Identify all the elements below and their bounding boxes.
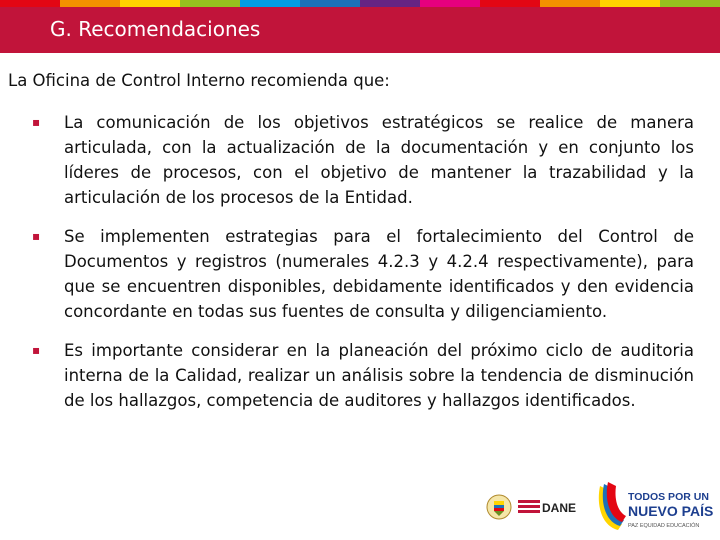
stripe-segment [0,0,60,7]
list-item [32,224,694,324]
intro-text: La Oficina de Control Interno recomienda que: [8,71,390,90]
bullet-marker-icon: ▪ [32,343,41,357]
list-item [32,110,694,210]
tpn-line-3: PAZ EQUIDAD EDUCACIÓN [628,523,700,529]
bullet-marker-icon: ▪ [32,115,41,129]
stripe-segment [540,0,600,7]
tpn-line-2: NUEVO PAÍS [628,503,714,519]
stripe-segment [420,0,480,7]
tpn-line-1: TODOS POR UN [628,491,709,503]
colombia-seal-icon [486,494,512,520]
stripe-segment [480,0,540,7]
header-bar [0,7,720,53]
footer-logos [0,474,720,540]
dane-logo [518,496,582,518]
stripe-segment [660,0,720,7]
stripe-segment [300,0,360,7]
stripe-segment [120,0,180,7]
stripe-segment [180,0,240,7]
todos-por-un-nuevo-pais-logo [594,476,714,536]
list-item-text: La comunicación de los objetivos estratégicos se realice de manera articulada, con la actualización de la documentación y en conjunto los líderes de procesos, con el objetivo de mantener la trazabilidad y la articulación de los procesos de la Entidad. [64,113,694,207]
bullet-marker-icon: ▪ [32,229,41,243]
stripe-segment [600,0,660,7]
stripe-segment [60,0,120,7]
color-stripe [0,0,720,7]
list-item-text: Se implementen estrategias para el fortalecimiento del Control de Documentos y registros (numerales 4.2.3 y 4.2.4 respectivamente), para que se encuentren disponibles, debidamente identificados y den evidencia concordante en todas sus fuentes de consulta y diligenciamiento. [64,227,694,321]
recommendation-list [32,110,694,427]
list-item [32,338,694,413]
stripe-segment [360,0,420,7]
dane-text: DANE [542,501,577,515]
stripe-segment [240,0,300,7]
list-item-text: Es importante considerar en la planeación del próximo ciclo de auditoria interna de la Calidad, realizar un análisis sobre la tendencia de disminución de los hallazgos, competencia de auditores y hallazgos identificados. [64,341,694,410]
page-title: G. Recomendaciones [50,17,261,41]
